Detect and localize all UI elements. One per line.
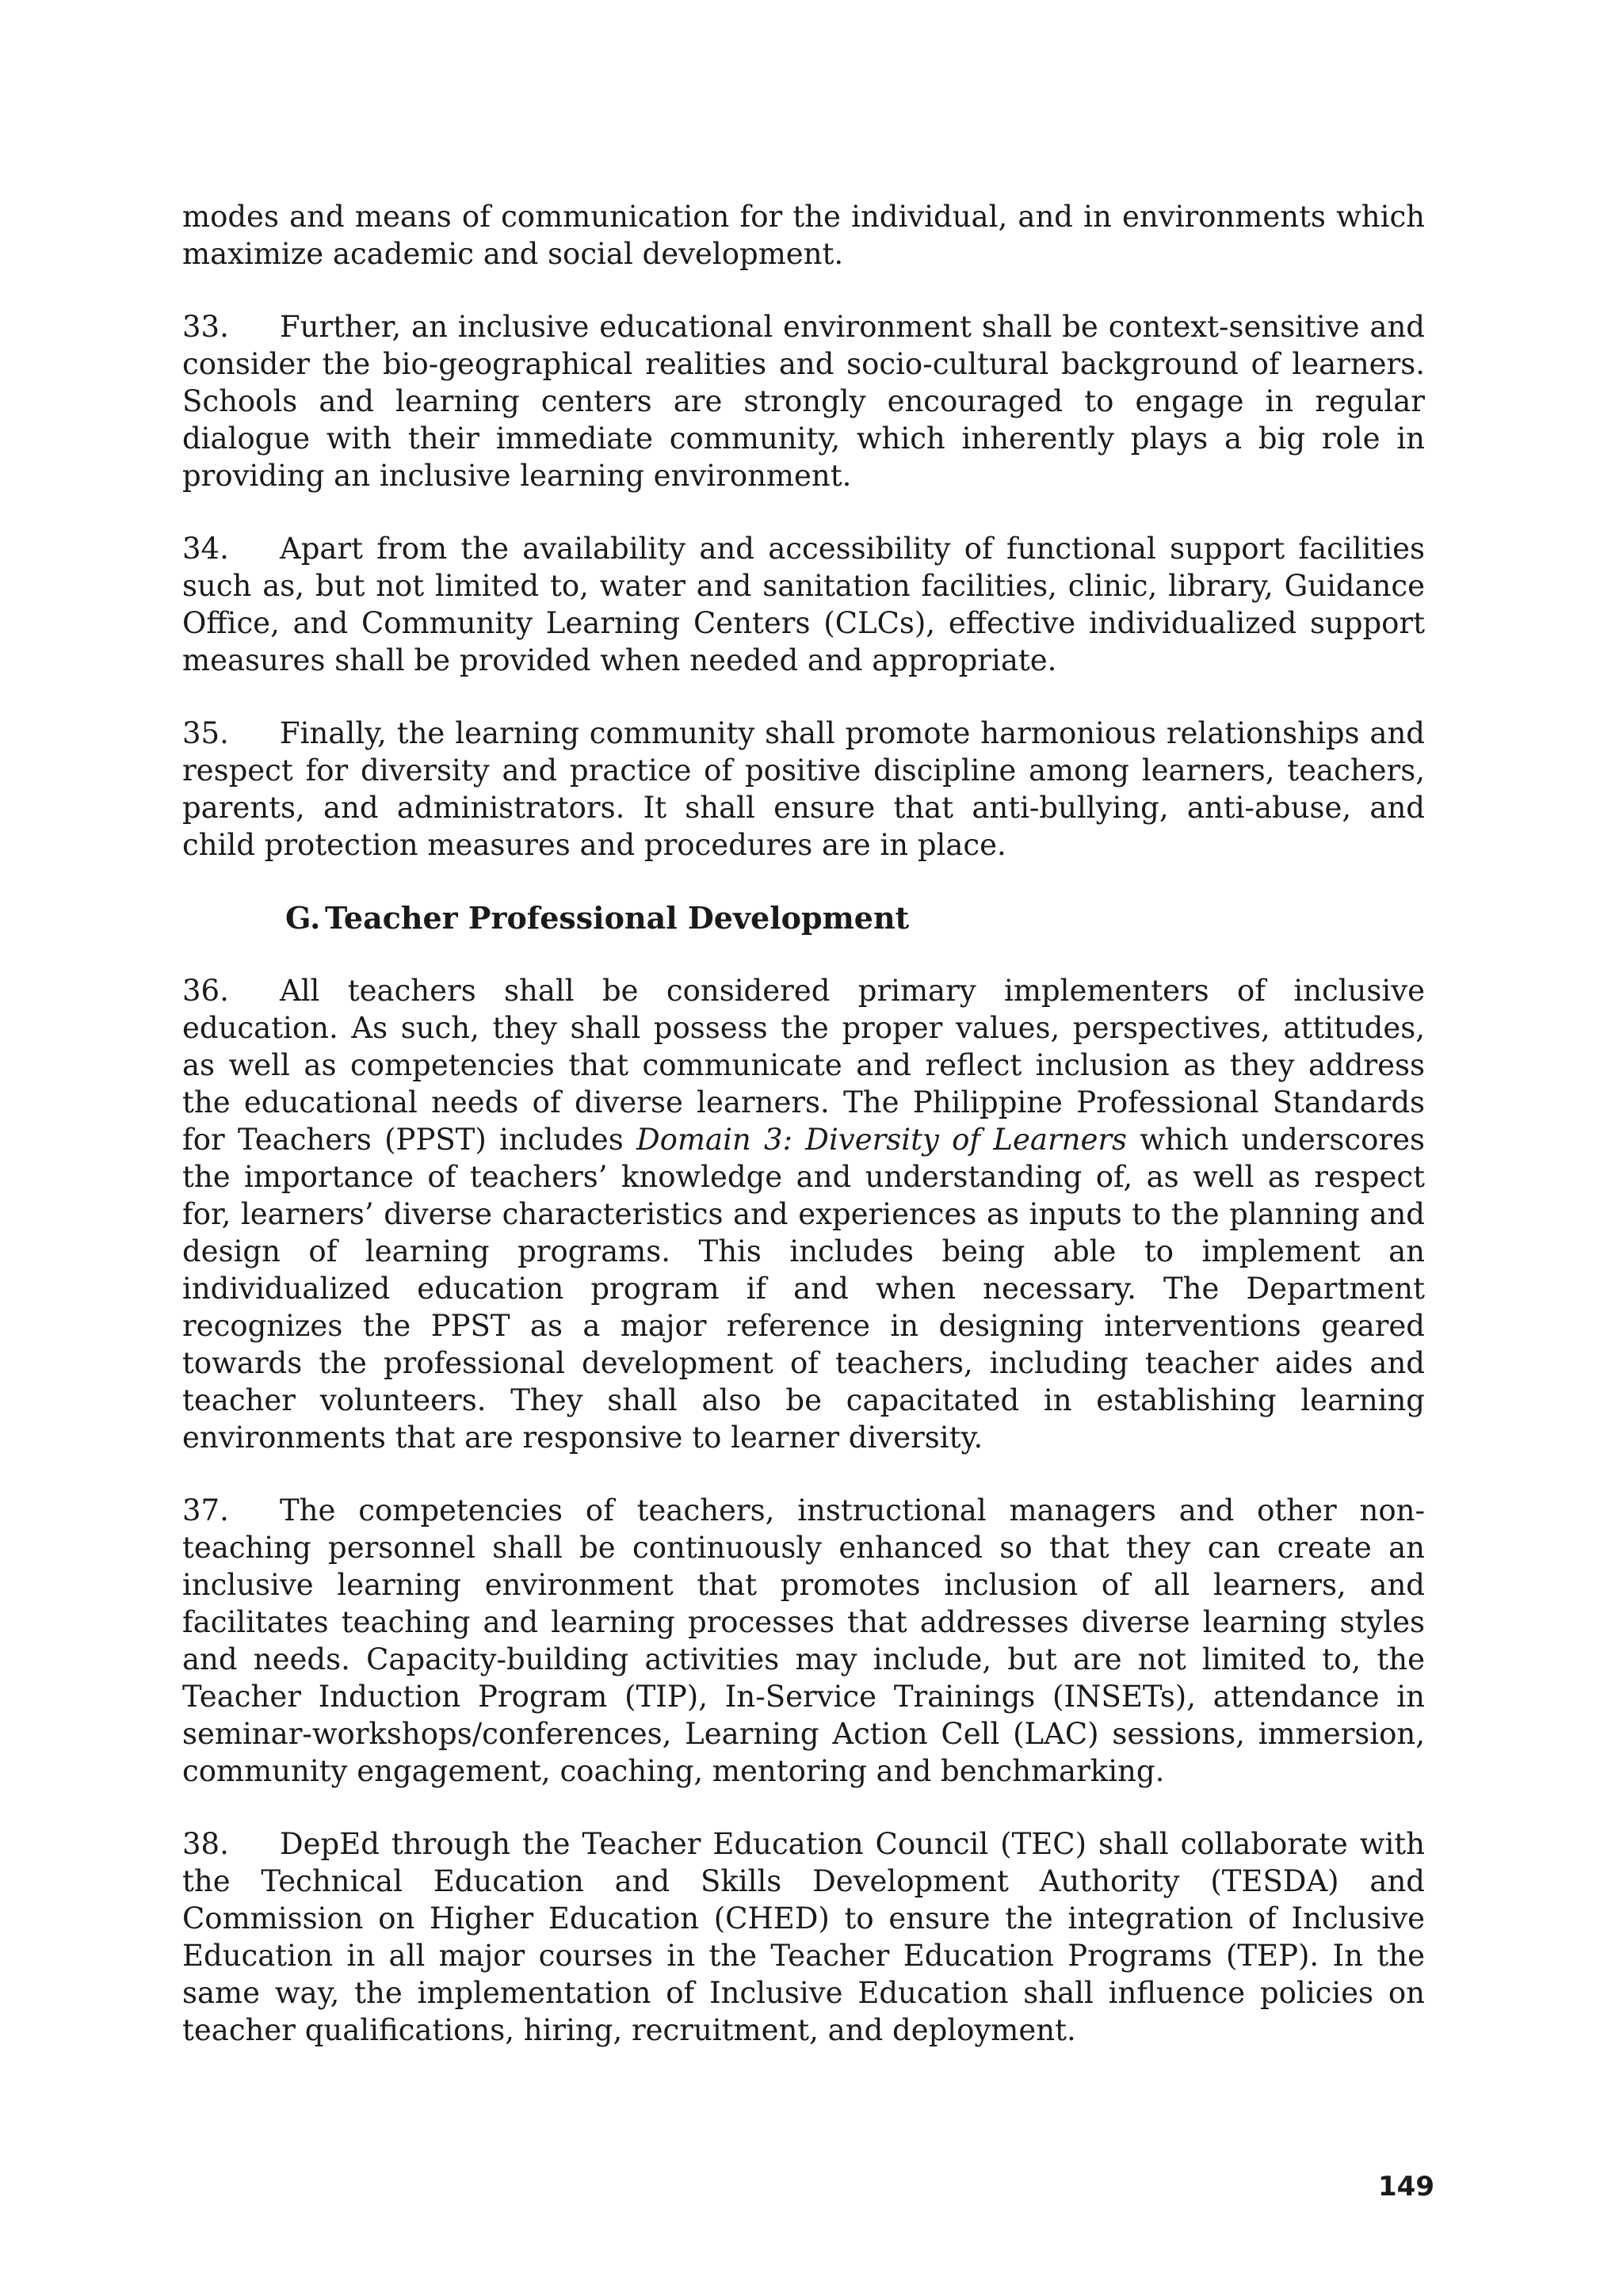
section-heading (285, 899, 1425, 936)
paragraph-38 (182, 1825, 1425, 2049)
paragraph-text: Apart from the availability and accessibility of functional support facilities such as, but not limited to, water and sanitation facilities, clinic, library, Guidance Office, and Community Learning Centers (CLCs), effective individualized support measures shall be provided when needed and appropriate. (182, 532, 1425, 677)
page-number: 149 (1378, 2171, 1434, 2203)
paragraph-text: Further, an inclusive educational environment shall be context-sensitive and consider the bio-geographical realities and socio-cultural background of learners. Schools and learning centers are strongly encouraged to engage in regular dialogue with their immediate community, which inherently plays a big role in providing an inclusive learning environment. (182, 310, 1425, 493)
section-letter: G. (285, 900, 321, 936)
paragraph-37 (182, 1492, 1425, 1790)
document-body (182, 198, 1425, 2084)
paragraph-34 (182, 530, 1425, 679)
paragraph-text: The competencies of teachers, instructional managers and other non-teaching personnel shall be continuously enhanced so that they can create an inclusive learning environment that promotes inclusion of all learners, and facilitates teaching and learning processes that addresses diverse learning styles and needs. Capacity-building activities may include, but are not limited to, the Teacher Induction Program (TIP), In-Service Trainings (INSETs), attendance in seminar-workshops/conferences, Learning Action Cell (LAC) sessions, immersion, community engagement, coaching, mentoring and benchmarking. (182, 1493, 1425, 1788)
paragraph-number: 33. (182, 310, 229, 344)
paragraph-number: 38. (182, 1827, 229, 1861)
intro-text: modes and means of communication for the individual, and in environments which maximize academic and social development. (182, 200, 1425, 271)
paragraph-text-end: which underscores the importance of teachers’ knowledge and understanding of, as well as respect for, learners’ diverse characteristics and experiences as inputs to the planning and design of learning programs. This includes being able to implement an individualized education program if and when necessary. The Department recognizes the PPST as a major reference in designing interventions geared towards the professional development of teachers, including teacher aides and teacher volunteers. They shall also be capacitated in establishing learning environments that are responsive to learner diversity. (182, 1123, 1425, 1455)
section-title: Teacher Professional Development (325, 900, 910, 936)
intro-paragraph (182, 198, 1425, 273)
paragraph-text-start: All teachers shall be considered primary implementers of inclusive education. As such, they shall possess the proper values, perspectives, attitudes, as well as competencies that communicate and reflect inclusion as they address the educational needs of diverse learners. The Philippine Professional Standards for Teachers (PPST) includes (182, 974, 1425, 1157)
paragraph-number: 35. (182, 716, 229, 750)
paragraph-text: DepEd through the Teacher Education Council (TEC) shall collaborate with the Technical Education and Skills Development Authority (TESDA) and Commission on Higher Education (CHED) to ensure the integration of Inclusive Education in all major courses in the Teacher Education Programs (TEP). In the same way, the implementation of Inclusive Education shall influence policies on teacher qualifications, hiring, recruitment, and deployment. (182, 1827, 1425, 2047)
paragraph-text: Finally, the learning community shall promote harmonious relationships and respect for diversity and practice of positive discipline among learners, teachers, parents, and administrators. It shall ensure that anti-bullying, anti-abuse, and child protection measures and procedures are in place. (182, 716, 1425, 862)
paragraph-number: 37. (182, 1493, 229, 1527)
paragraph-33 (182, 308, 1425, 494)
domain-reference: Domain 3: Diversity of Learners (636, 1123, 1128, 1157)
paragraph-number: 36. (182, 974, 229, 1008)
paragraph-35 (182, 715, 1425, 864)
paragraph-number: 34. (182, 532, 229, 566)
paragraph-36 (182, 972, 1425, 1456)
